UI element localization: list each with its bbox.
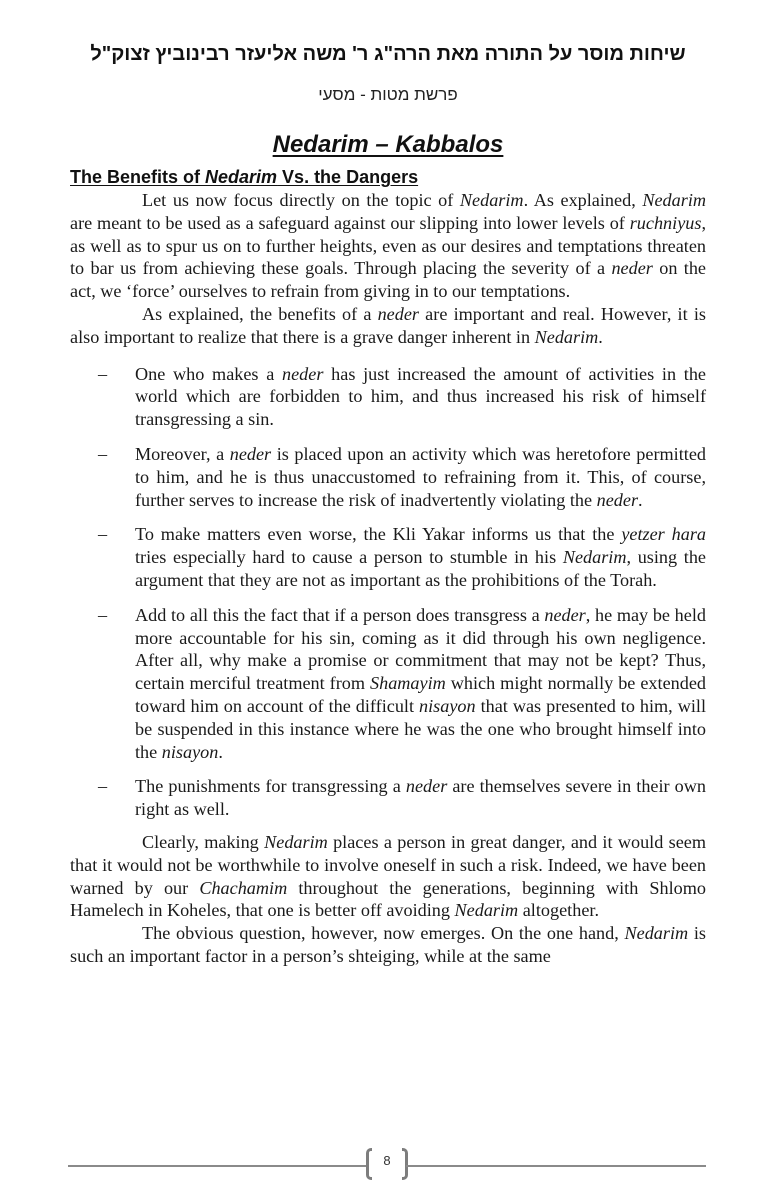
chapter-title: Nedarim – Kabbalos bbox=[272, 131, 504, 158]
text-run: is such an important factor in a person’s shteiging, while at the same bbox=[70, 923, 706, 966]
paragraph-3 bbox=[70, 831, 706, 922]
italic-term: nisayon bbox=[419, 695, 476, 716]
text-run: To make matters even worse, the Kli Yakar informs us that the bbox=[135, 524, 622, 545]
text-run: is placed upon an activity which was heretofore permitted to him, and he is thus unaccustomed to refraining from it. This, of course, further serves to increase the risk of inadvertently violating the bbox=[135, 443, 706, 510]
text-run: Moreover, a bbox=[135, 443, 230, 464]
list-item bbox=[70, 443, 706, 511]
text-run: which might normally be extended toward him on account of the difficult bbox=[135, 673, 706, 716]
text-run: As explained, the benefits of a bbox=[142, 303, 378, 324]
text-run: . bbox=[218, 741, 223, 762]
list-item bbox=[70, 604, 706, 764]
dash-bullet-icon: – bbox=[98, 776, 108, 797]
italic-term: ruchniyus bbox=[629, 212, 702, 233]
running-header-parsha: פרשת מטות - מסעי bbox=[318, 85, 458, 104]
italic-term: Nedarim bbox=[459, 190, 524, 210]
text-run: tries especially hard to cause a person to stumble in his bbox=[135, 547, 563, 568]
text-run: . As explained, bbox=[523, 190, 643, 210]
section-heading bbox=[70, 165, 418, 189]
italic-term: neder bbox=[405, 776, 448, 797]
body-text bbox=[70, 189, 706, 968]
footer-rule-right bbox=[406, 1165, 706, 1167]
text-run: places a person in great danger, and it would seem that it would not be worthwhile to involve oneself in such a risk. Indeed, we have been warned by our bbox=[70, 831, 706, 898]
italic-term: neder bbox=[282, 363, 324, 384]
dash-bullet-icon: – bbox=[98, 604, 108, 625]
text-run: altogether. bbox=[518, 900, 599, 921]
running-header-title: שיחות מוסר על התורה מאת הרה"ג ר' משה אליעזר רבינוביץ זצוק"ל bbox=[90, 43, 686, 65]
paragraph-2 bbox=[70, 303, 706, 349]
text-run: . bbox=[598, 326, 603, 347]
paragraph-1 bbox=[70, 189, 706, 303]
text-run: , he may be held more accountable for his sin, coming as it did through his own negligence. After all, why make a promise or commitment that may not be kept? Thus, certain merciful treatment from bbox=[135, 604, 706, 694]
italic-term: Nedarim bbox=[264, 831, 328, 852]
text-run: The obvious question, however, now emerges. On the one hand, bbox=[142, 923, 625, 944]
text-run: has just increased the amount of activities in the world which are forbidden to him, and thus increased his risk of himself transgressing a sin. bbox=[135, 363, 706, 430]
text-run: are themselves severe in their own right as well. bbox=[135, 776, 706, 820]
italic-term: yetzer hara bbox=[621, 524, 706, 545]
close-bracket-icon bbox=[402, 1148, 408, 1180]
page-number: 8 bbox=[383, 1153, 391, 1168]
list-item bbox=[70, 523, 706, 591]
footer-rule-left bbox=[68, 1165, 368, 1167]
text-run: One who makes a bbox=[135, 363, 283, 384]
page-footer bbox=[68, 1145, 706, 1185]
dash-bullet-icon: – bbox=[98, 363, 108, 384]
dash-bullet-icon: – bbox=[98, 524, 108, 545]
text-run: throughout the generations, beginning with Shlomo Hamelech in Koheles, that one is better off avoiding bbox=[70, 877, 706, 921]
section-heading-italic: Nedarim bbox=[205, 167, 278, 187]
list-item bbox=[70, 363, 706, 431]
danger-list bbox=[70, 363, 706, 821]
text-run: that was presented to him, will be suspended in this instance where he was the one who brought himself into the bbox=[135, 695, 706, 762]
italic-term: Nedarim bbox=[454, 900, 519, 921]
text-run: on the act, we ‘force’ ourselves to refrain from giving in to our temptations. bbox=[70, 258, 706, 302]
text-run: , as well as to spur us on to further heights, even as our desires and temptations threaten to bar us from achieving these goals. Through placing the severity of a bbox=[70, 212, 706, 279]
paragraph-4 bbox=[70, 922, 706, 968]
text-run: , using the argument that they are not as important as the prohibitions of the Torah. bbox=[135, 547, 706, 590]
italic-term: neder bbox=[377, 303, 419, 324]
italic-term: neder bbox=[611, 258, 653, 279]
text-run: . bbox=[638, 489, 643, 510]
italic-term: Nedarim bbox=[562, 547, 627, 568]
dash-bullet-icon: – bbox=[98, 443, 108, 464]
section-heading-text: Vs. the Dangers bbox=[277, 167, 419, 187]
italic-term: Chachamim bbox=[199, 877, 288, 898]
italic-term: Shamayim bbox=[370, 673, 446, 694]
text-run: The punishments for transgressing a bbox=[135, 776, 406, 797]
section-heading-text: The Benefits of bbox=[70, 167, 206, 187]
italic-term: nisayon bbox=[161, 741, 219, 762]
text-run: Clearly, making bbox=[142, 831, 265, 852]
text-run: Let us now focus directly on the topic of bbox=[142, 190, 460, 210]
italic-term: neder bbox=[596, 489, 639, 510]
italic-term: neder bbox=[544, 604, 586, 625]
text-run: Add to all this the fact that if a person does transgress a bbox=[135, 604, 545, 625]
italic-term: Nedarim bbox=[534, 326, 599, 347]
italic-term: Nedarim bbox=[642, 190, 706, 210]
list-item bbox=[70, 775, 706, 821]
italic-term: neder bbox=[229, 443, 272, 464]
italic-term: Nedarim bbox=[624, 923, 689, 944]
text-run: are meant to be used as a safeguard against our slipping into lower levels of bbox=[70, 212, 630, 233]
text-run: are important and real. However, it is also important to realize that there is a grave danger inherent in bbox=[70, 303, 706, 347]
